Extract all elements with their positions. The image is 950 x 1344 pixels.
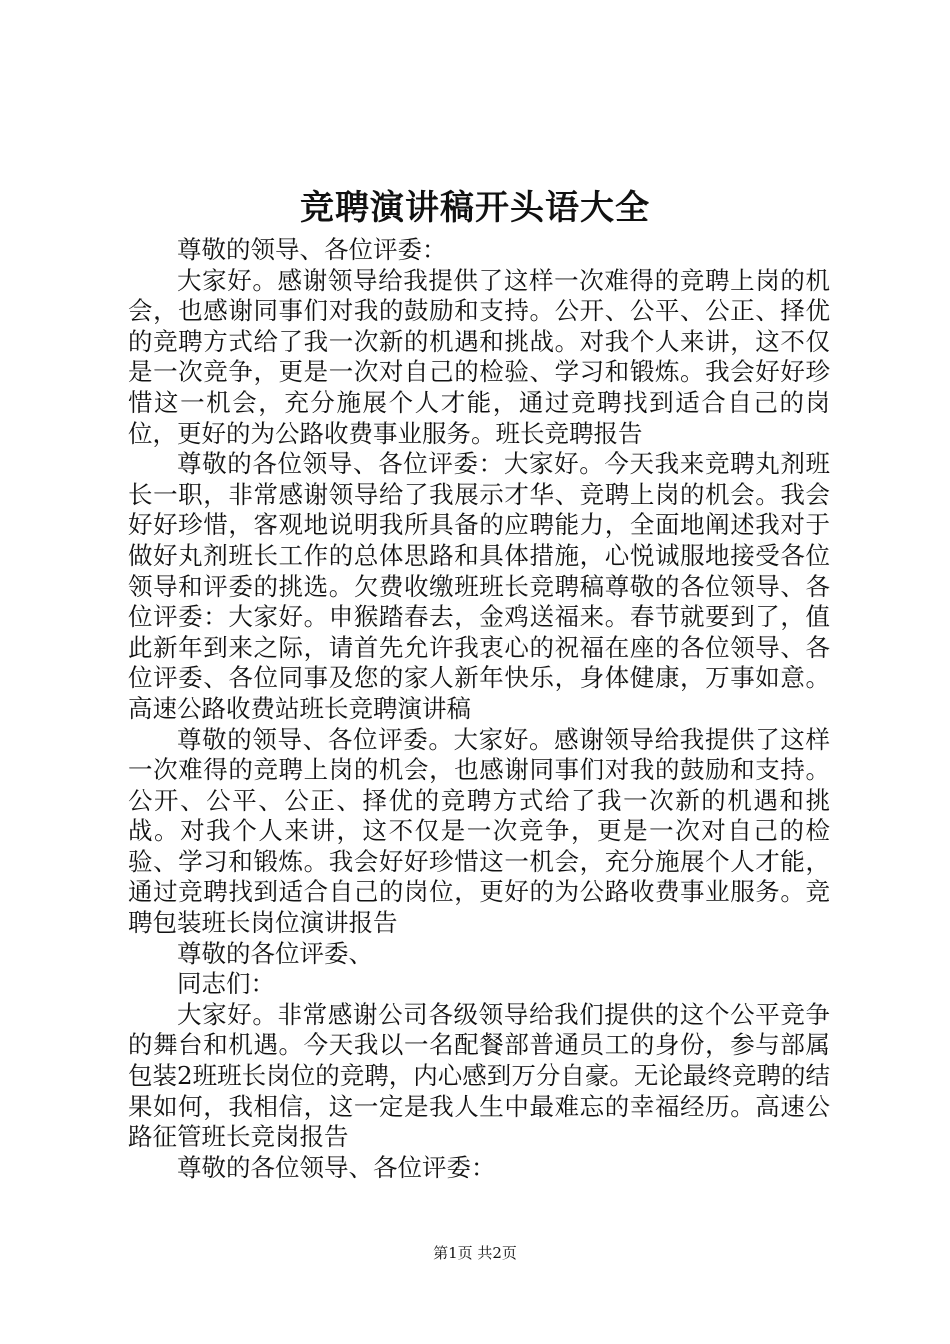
document-title: 竞聘演讲稿开头语大全	[300, 188, 650, 228]
paragraph-salutation-2: 尊敬的各位评委、	[177, 938, 373, 968]
paragraph-3: 尊敬的领导、各位评委。大家好。感谢领导给我提供了这样一次难得的竞聘上岗的机会，也感谢同事们对我的鼓励和支持。公开、公平、公正、择优的竞聘方式给了我一次新的机遇和挑战。对我个人来讲，这不仅是一次竞争，更是一次对自己的检验、学习和锻炼。我会好好珍惜这一机会，充分施展个人才能，通过竞聘找到适合自己的岗位，更好的为公路收费事业服务。竞聘包装班长岗位演讲报告	[128, 724, 830, 938]
paragraph-1: 大家好。感谢领导给我提供了这样一次难得的竞聘上岗的机会，也感谢同事们对我的鼓励和支持。公开、公平、公正、择优的竞聘方式给了我一次新的机遇和挑战。对我个人来讲，这不仅是一次竞争，更是一次对自己的检验、学习和锻炼。我会好好珍惜这一机会，充分施展个人才能，通过竞聘找到适合自己的岗位，更好的为公路收费事业服务。班长竞聘报告	[128, 265, 830, 448]
paragraph-4: 大家好。非常感谢公司各级领导给我们提供的这个公平竞争的舞台和机遇。今天我以一名配餐部普通员工的身份，参与部属包装2班班长岗位的竞聘，内心感到万分自豪。无论最终竞聘的结果如何，我相信，这一定是我人生中最难忘的幸福经历。高速公路征管班长竞岗报告	[128, 999, 830, 1152]
paragraph-salutation-1: 尊敬的领导、各位评委：	[177, 235, 447, 264]
paragraph-salutation-4: 尊敬的各位领导、各位评委：	[177, 1152, 496, 1182]
document-body	[128, 235, 830, 1183]
page-number-footer: 第1页 共2页	[433, 1244, 517, 1262]
paragraph-2: 尊敬的各位领导、各位评委：大家好。今天我来竞聘丸剂班长一职，非常感谢领导给了我展示才华、竞聘上岗的机会。我会好好珍惜，客观地说明我所具备的应聘能力，全面地阐述我对于做好丸剂班长工作的总体思路和具体措施，心悦诚服地接受各位领导和评委的挑选。欠费收缴班班长竞聘稿尊敬的各位领导、各位评委：大家好。申猴踏春去，金鸡送福来。春节就要到了，值此新年到来之际，请首先允许我衷心的祝福在座的各位领导、各位评委、各位同事及您的家人新年快乐，身体健康，万事如意。高速公路收费站班长竞聘演讲稿	[128, 449, 830, 723]
paragraph-salutation-3: 同志们：	[177, 969, 275, 999]
